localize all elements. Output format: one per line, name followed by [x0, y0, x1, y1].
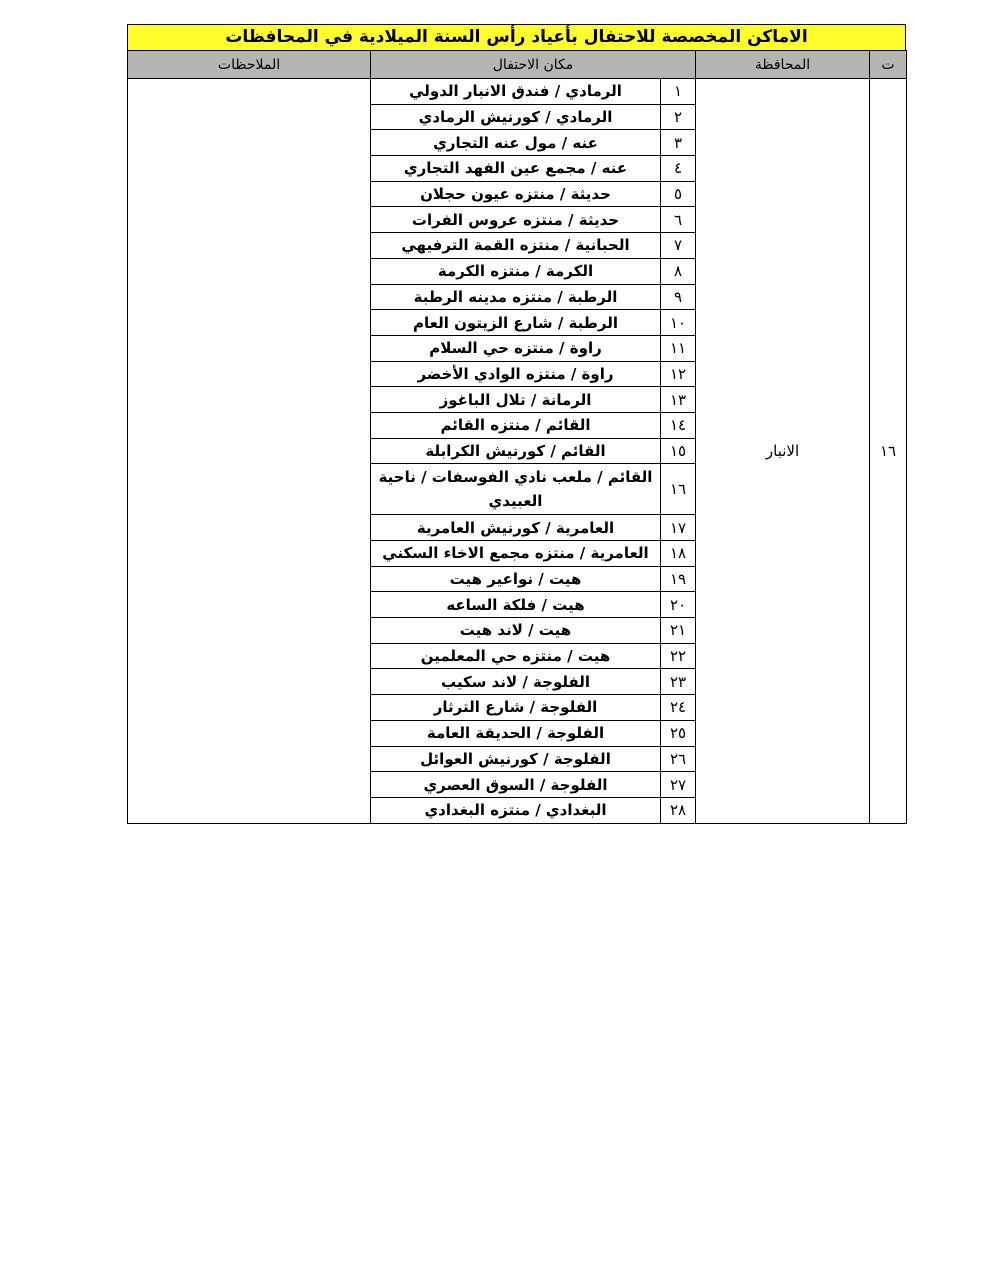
row-number-cell: ١٨ — [661, 541, 696, 567]
place-cell: عنه / مجمع عين الفهد التجاري — [371, 156, 661, 182]
page-title: الاماكن المخصصة للاحتفال بأعياد رأس السنة الميلادية في المحافظات — [127, 24, 906, 50]
governorate-name-cell: الانبار — [696, 79, 870, 824]
place-cell: عنه / مول عنه التجاري — [371, 130, 661, 156]
place-cell: العامرية / كورنيش العامرية — [371, 515, 661, 541]
row-number-cell: ١٣ — [661, 387, 696, 413]
place-cell: الفلوجة / شارع الترثار — [371, 695, 661, 721]
row-number-cell: ٥ — [661, 181, 696, 207]
place-cell: الرطبة / شارع الزيتون العام — [371, 310, 661, 336]
row-number-cell: ٢٢ — [661, 643, 696, 669]
table-row — [128, 79, 907, 105]
place-cell: حديثة / منتزه عروس الفرات — [371, 207, 661, 233]
row-number-cell: ٣ — [661, 130, 696, 156]
row-number-cell: ١ — [661, 79, 696, 105]
place-cell: الرمادي / فندق الانبار الدولي — [371, 79, 661, 105]
header-governorate: المحافظة — [696, 51, 870, 79]
place-cell: الكرمة / منتزه الكرمة — [371, 258, 661, 284]
row-number-cell: ١٧ — [661, 515, 696, 541]
place-cell: القائم / ملعب نادي الفوسفات / ناحية العبيدي — [371, 464, 661, 515]
place-cell: هيت / نواعير هيت — [371, 566, 661, 592]
celebration-places-table — [127, 50, 907, 824]
place-cell: راوة / منتزه الوادي الأخضر — [371, 361, 661, 387]
row-number-cell: ١٩ — [661, 566, 696, 592]
row-number-cell: ٢٠ — [661, 592, 696, 618]
place-cell: الفلوجة / السوق العصري — [371, 772, 661, 798]
place-cell: الفلوجة / الحديقة العامة — [371, 720, 661, 746]
place-cell: هيت / منتزه حي المعلمين — [371, 643, 661, 669]
row-number-cell: ٢٥ — [661, 720, 696, 746]
row-number-cell: ١٤ — [661, 412, 696, 438]
row-number-cell: ١١ — [661, 335, 696, 361]
notes-cell — [128, 79, 371, 824]
row-number-cell: ١٠ — [661, 310, 696, 336]
place-cell: هيت / لاند هيت — [371, 618, 661, 644]
header-place: مكان الاحتفال — [371, 51, 696, 79]
row-number-cell: ٤ — [661, 156, 696, 182]
row-number-cell: ٨ — [661, 258, 696, 284]
row-number-cell: ٢٨ — [661, 797, 696, 823]
table-body — [128, 79, 907, 824]
row-number-cell: ١٥ — [661, 438, 696, 464]
governorate-number-cell: ١٦ — [870, 79, 907, 824]
row-number-cell: ٢ — [661, 104, 696, 130]
row-number-cell: ١٢ — [661, 361, 696, 387]
row-number-cell: ٢١ — [661, 618, 696, 644]
header-t: ت — [870, 51, 907, 79]
table-header-row — [128, 51, 907, 79]
place-cell: الفلوجة / كورنيش العوائل — [371, 746, 661, 772]
place-cell: حديثة / منتزه عيون حجلان — [371, 181, 661, 207]
row-number-cell: ٧ — [661, 233, 696, 259]
row-number-cell: ٢٦ — [661, 746, 696, 772]
row-number-cell: ٢٧ — [661, 772, 696, 798]
place-cell: الرمادي / كورنيش الرمادي — [371, 104, 661, 130]
document-sheet — [127, 24, 906, 824]
place-cell: الفلوجة / لاند سكيب — [371, 669, 661, 695]
place-cell: البغدادي / منتزه البغدادي — [371, 797, 661, 823]
place-cell: الرطبة / منتزه مدينه الرطبة — [371, 284, 661, 310]
place-cell: الحبانية / منتزه القمة الترفيهي — [371, 233, 661, 259]
row-number-cell: ٢٤ — [661, 695, 696, 721]
header-notes: الملاحظات — [128, 51, 371, 79]
row-number-cell: ١٦ — [661, 464, 696, 515]
place-cell: هيت / فلكة الساعه — [371, 592, 661, 618]
place-cell: القائم / كورنيش الكرابلة — [371, 438, 661, 464]
place-cell: القائم / منتزه القائم — [371, 412, 661, 438]
place-cell: راوة / منتزه حي السلام — [371, 335, 661, 361]
row-number-cell: ٦ — [661, 207, 696, 233]
place-cell: الرمانة / تلال الباغوز — [371, 387, 661, 413]
place-cell: العامرية / منتزه مجمع الاخاء السكني — [371, 541, 661, 567]
row-number-cell: ٢٣ — [661, 669, 696, 695]
row-number-cell: ٩ — [661, 284, 696, 310]
